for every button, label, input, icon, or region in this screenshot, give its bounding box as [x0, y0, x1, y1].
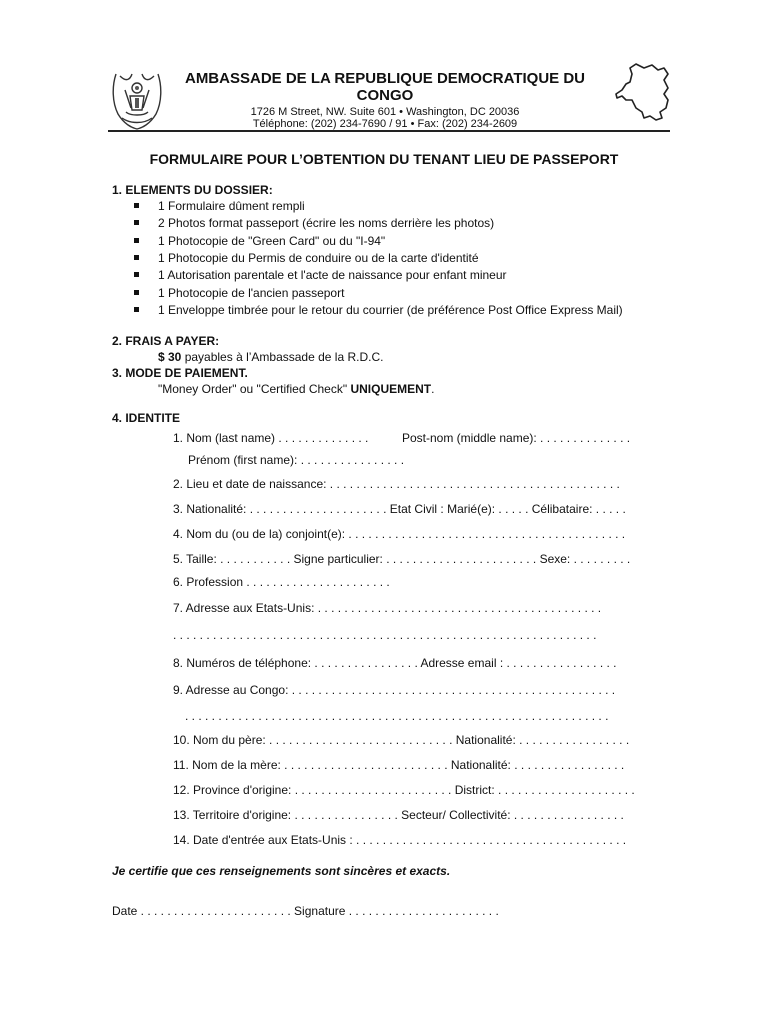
fee-line	[158, 350, 383, 365]
header-divider	[108, 130, 670, 132]
field-entry-date: 14. Date d'entrée aux Etats-Unis : . . . . . . . . . . . . . . . . . . . . . . . . . . . . . . . . . . . . . . . . .	[173, 833, 627, 847]
field-congo-address: 9. Adresse au Congo: . . . . . . . . . . . . . . . . . . . . . . . . . . . . . . . . . . . . . . . . . . . . . . . . .	[173, 683, 616, 697]
field-birth: 2. Lieu et date de naissance: . . . . . . . . . . . . . . . . . . . . . . . . . . . . . . . . . . . . . . . . . . . .	[173, 477, 620, 491]
field-territory: 13. Territoire d'origine: . . . . . . . . . . . . . . . . Secteur/ Collectivité: . . . . . . . . . . . . . . . . .	[173, 808, 624, 822]
field-father: 10. Nom du père: . . . . . . . . . . . . . . . . . . . . . . . . . . . . Nationalité: . . . . . . . . . . . . . . . . .	[173, 733, 630, 747]
field-us-address: 7. Adresse aux Etats-Unis: . . . . . . . . . . . . . . . . . . . . . . . . . . . . . . . . . . . . . . . . . . .	[173, 601, 602, 615]
section-2-heading: 2. FRAIS A PAYER:	[112, 334, 220, 348]
embassy-address: 1726 M Street, NW. Suite 601 • Washington, DC 20036	[250, 106, 520, 118]
field-nationality: 3. Nationalité: . . . . . . . . . . . . . . . . . . . . . Etat Civil : Marié(e): . . . . . Célibataire: . . . . .	[173, 502, 626, 516]
payment-line	[158, 382, 434, 397]
field-first-name: Prénom (first name): . . . . . . . . . . . . . . . .	[188, 453, 405, 467]
bullet-icon	[134, 290, 139, 295]
field-middle-name: Post-nom (middle name): . . . . . . . . . . . . . .	[402, 431, 631, 445]
field-congo-address-cont: . . . . . . . . . . . . . . . . . . . . . . . . . . . . . . . . . . . . . . . . . . . . . . . . . . . . . . . . . . . . . . . .	[185, 709, 609, 723]
bullet-icon	[134, 255, 139, 260]
section-3-heading: 3. MODE DE PAIEMENT.	[112, 366, 248, 380]
embassy-phone: Téléphone: (202) 234-7690 / 91 • Fax: (202) 234-2609	[252, 118, 518, 130]
section-4-heading: 4. IDENTITE	[112, 411, 181, 425]
payment-suffix: .	[431, 382, 435, 396]
embassy-title-line1: AMBASSADE DE LA REPUBLIQUE DEMOCRATIQUE DU	[184, 70, 585, 87]
doc-item-2: 2 Photos format passeport (écrire les noms derrière les photos)	[158, 216, 495, 230]
bullet-icon	[134, 272, 139, 277]
field-height: 5. Taille: . . . . . . . . . . . Signe particulier: . . . . . . . . . . . . . . . . . . . . . . . Sexe: . . . . . . . . .	[173, 552, 631, 566]
field-profession: 6. Profession . . . . . . . . . . . . . . . . . . . . . .	[173, 575, 390, 589]
doc-item-6: 1 Photocopie de l'ancien passeport	[158, 286, 345, 300]
field-last-name: 1. Nom (last name) . . . . . . . . . . . . . .	[173, 431, 369, 445]
bullet-icon	[134, 238, 139, 243]
section-1-heading: 1. ELEMENTS DU DOSSIER:	[112, 183, 273, 197]
coat-of-arms-icon	[108, 68, 166, 132]
field-mother: 11. Nom de la mère: . . . . . . . . . . . . . . . . . . . . . . . . . Nationalité: . . . . . . . . . . . . . . . . .	[173, 758, 625, 772]
field-us-address-cont: . . . . . . . . . . . . . . . . . . . . . . . . . . . . . . . . . . . . . . . . . . . . . . . . . . . . . . . . . . . . . . . .	[173, 628, 597, 642]
field-spouse: 4. Nom du (ou de la) conjoint(e): . . . . . . . . . . . . . . . . . . . . . . . . . . . . . . . . . . . . . . . . . .	[173, 527, 626, 541]
doc-item-5: 1 Autorisation parentale et l'acte de naissance pour enfant mineur	[158, 268, 507, 282]
payment-text: "Money Order" ou "Certified Check"	[158, 382, 351, 396]
embassy-title-line2: CONGO	[356, 87, 414, 104]
certification-statement: Je certifie que ces renseignements sont sincères et exacts.	[112, 864, 451, 878]
congo-map-icon	[614, 60, 672, 124]
bullet-icon	[134, 203, 139, 208]
field-phone-email: 8. Numéros de téléphone: . . . . . . . . . . . . . . . . Adresse email : . . . . . . . . . . . . . . . . .	[173, 656, 617, 670]
field-province: 12. Province d'origine: . . . . . . . . . . . . . . . . . . . . . . . . District: . . . . . . . . . . . . . . . . . . . . .	[173, 783, 635, 797]
form-title: FORMULAIRE POUR L’OBTENTION DU TENANT LIEU DE PASSEPORT	[149, 151, 619, 167]
doc-item-3: 1 Photocopie de "Green Card" ou du "I-94"	[158, 234, 386, 248]
fee-amount: $ 30	[158, 350, 182, 364]
doc-item-7: 1 Enveloppe timbrée pour le retour du courrier (de préférence Post Office Express Mail)	[158, 303, 623, 317]
doc-item-1: 1 Formulaire dûment rempli	[158, 199, 305, 213]
bullet-icon	[134, 220, 139, 225]
doc-item-4: 1 Photocopie du Permis de conduire ou de la carte d'identité	[158, 251, 479, 265]
fee-text: payables à l’Ambassade de la R.D.C.	[181, 350, 384, 364]
payment-emphasis: UNIQUEMENT	[350, 382, 432, 396]
date-signature-line: Date . . . . . . . . . . . . . . . . . . . . . . . Signature . . . . . . . . . . . . . . . . . . . . . . .	[112, 904, 499, 918]
bullet-icon	[134, 307, 139, 312]
